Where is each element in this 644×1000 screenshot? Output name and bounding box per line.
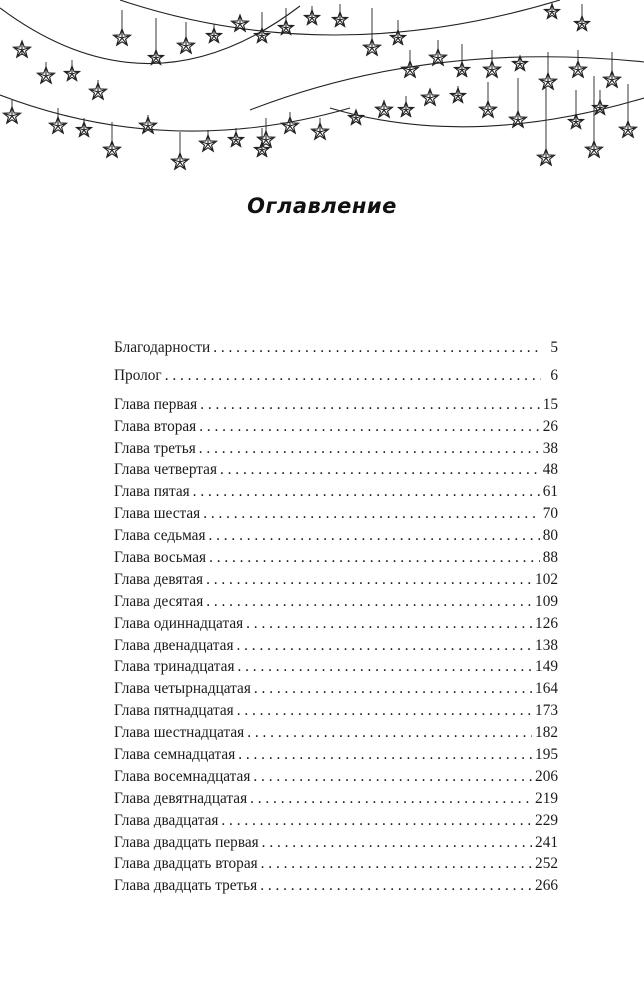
dot-leader bbox=[203, 503, 540, 525]
star-icon bbox=[454, 62, 469, 76]
star-icon bbox=[544, 4, 559, 18]
toc-entry-page: 195 bbox=[535, 746, 558, 764]
star-icon bbox=[574, 16, 589, 30]
toc-entry[interactable] bbox=[114, 766, 558, 788]
toc-entry[interactable] bbox=[114, 591, 558, 613]
star-icon bbox=[512, 56, 527, 70]
star-icon bbox=[3, 107, 20, 123]
star-icon bbox=[479, 101, 496, 117]
star-icon bbox=[603, 71, 620, 87]
star-garland-icon bbox=[0, 0, 644, 180]
star-icon bbox=[76, 122, 91, 136]
toc-entry-page: 102 bbox=[535, 570, 558, 588]
toc-entry-label: Глава пятнадцатая bbox=[114, 702, 234, 720]
star-icon bbox=[539, 73, 556, 89]
star-icon bbox=[537, 149, 554, 165]
star-icon bbox=[103, 141, 120, 157]
toc-entry[interactable] bbox=[114, 700, 558, 722]
toc-entry-label: Глава десятая bbox=[114, 592, 204, 610]
dot-leader bbox=[193, 481, 540, 503]
toc-entry-label: Глава двенадцатая bbox=[114, 636, 234, 654]
dot-leader bbox=[165, 365, 541, 387]
toc-entry[interactable] bbox=[114, 722, 558, 744]
toc-entry-label: Глава восьмая bbox=[114, 549, 207, 567]
toc-entry[interactable] bbox=[114, 416, 558, 438]
star-icon bbox=[177, 37, 194, 53]
toc-entry-page: 70 bbox=[542, 505, 558, 523]
toc-entry-label: Глава четырнадцатая bbox=[114, 680, 251, 698]
toc-entry-page: 241 bbox=[535, 833, 558, 851]
dot-leader bbox=[220, 459, 540, 481]
toc-entry-page: 109 bbox=[535, 592, 558, 610]
toc-entry[interactable] bbox=[114, 459, 558, 481]
star-icon bbox=[139, 117, 156, 133]
star-icon bbox=[228, 132, 243, 146]
dot-leader bbox=[247, 722, 532, 744]
toc-entry-page: 88 bbox=[542, 549, 558, 567]
toc-entry[interactable] bbox=[114, 394, 558, 416]
star-icon bbox=[89, 83, 106, 99]
toc-entry[interactable] bbox=[114, 788, 558, 810]
toc-entry-label: Глава девятнадцатая bbox=[114, 789, 248, 807]
star-icon bbox=[363, 39, 380, 55]
toc-entry-page: 5 bbox=[550, 339, 558, 356]
toc-entry-page: 182 bbox=[535, 724, 558, 742]
toc-entry-label: Глава седьмая bbox=[114, 527, 206, 545]
toc-entry[interactable] bbox=[114, 875, 558, 897]
toc-entry-label: Глава шестнадцатая bbox=[114, 724, 245, 742]
toc-entry-page: 206 bbox=[535, 767, 558, 785]
toc-entry-label: Глава первая bbox=[114, 395, 198, 413]
star-icon bbox=[398, 102, 413, 116]
toc-entry-page: 48 bbox=[542, 461, 558, 479]
star-icon bbox=[311, 123, 328, 139]
toc-entry-label: Глава двадцать вторая bbox=[114, 855, 258, 873]
star-icon bbox=[206, 28, 221, 42]
star-icon bbox=[148, 50, 163, 64]
toc-entry[interactable] bbox=[114, 810, 558, 832]
toc-entry-label: Глава двадцать третья bbox=[114, 877, 258, 895]
toc-entry[interactable] bbox=[114, 547, 558, 569]
dot-leader bbox=[200, 394, 539, 416]
star-icon bbox=[37, 67, 54, 83]
star-icon bbox=[171, 153, 188, 169]
toc-entry-label: Глава одиннадцатая bbox=[114, 614, 244, 632]
dot-leader bbox=[246, 613, 532, 635]
toc-entry-page: 149 bbox=[535, 658, 558, 676]
dot-leader bbox=[213, 337, 541, 359]
toc-entry[interactable] bbox=[114, 853, 558, 875]
toc-entry-label: Благодарности bbox=[114, 339, 211, 356]
toc-entry-page: 80 bbox=[542, 527, 558, 545]
dot-leader bbox=[206, 569, 532, 591]
toc-entry[interactable] bbox=[114, 569, 558, 591]
star-icon bbox=[401, 61, 418, 77]
star-icon bbox=[569, 61, 586, 77]
dot-leader bbox=[260, 875, 532, 897]
dot-leader bbox=[253, 766, 532, 788]
dot-leader bbox=[206, 591, 532, 613]
star-icon bbox=[332, 12, 347, 26]
dot-leader bbox=[238, 744, 532, 766]
toc-entry-label: Глава девятая bbox=[114, 570, 204, 588]
toc-entry-page: 26 bbox=[542, 417, 558, 435]
toc-entry[interactable] bbox=[114, 613, 558, 635]
star-icon bbox=[257, 131, 274, 147]
toc-entry[interactable] bbox=[114, 832, 558, 854]
toc-entry-label: Глава третья bbox=[114, 439, 196, 457]
star-icon bbox=[375, 101, 392, 117]
toc-entry-page: 38 bbox=[542, 439, 558, 457]
toc-entry[interactable] bbox=[114, 481, 558, 503]
toc-entry[interactable] bbox=[114, 525, 558, 547]
dot-leader bbox=[262, 832, 532, 854]
toc-entry-page: 6 bbox=[550, 367, 558, 385]
toc-entry-page: 164 bbox=[535, 680, 558, 698]
dot-leader bbox=[199, 438, 540, 460]
star-icon bbox=[483, 61, 500, 77]
toc-entry-label: Глава двадцатая bbox=[114, 811, 219, 829]
dot-leader bbox=[261, 853, 532, 875]
toc-entry-label: Глава тринадцатая bbox=[114, 658, 235, 676]
dot-leader bbox=[250, 788, 532, 810]
dot-leader bbox=[199, 416, 540, 438]
toc-entry-page: 15 bbox=[542, 395, 558, 413]
dot-leader bbox=[254, 678, 532, 700]
toc-entry[interactable] bbox=[114, 635, 558, 657]
star-icon bbox=[592, 100, 607, 114]
toc-entry-label: Глава четвертая bbox=[114, 461, 217, 479]
toc-entry-label: Глава восемнадцатая bbox=[114, 767, 251, 785]
star-icon bbox=[348, 110, 363, 124]
toc-entry-page: 266 bbox=[535, 877, 558, 895]
star-icon bbox=[113, 29, 130, 45]
toc-entry[interactable] bbox=[114, 678, 558, 700]
table-of-contents bbox=[114, 337, 558, 897]
toc-entry[interactable] bbox=[114, 744, 558, 766]
toc-entry-page: 252 bbox=[535, 855, 558, 873]
dot-leader bbox=[238, 656, 533, 678]
toc-entry-label: Пролог bbox=[114, 367, 162, 385]
toc-entry-label: Глава вторая bbox=[114, 417, 197, 435]
toc-entry-label: Глава шестая bbox=[114, 505, 201, 523]
star-icon bbox=[304, 10, 319, 24]
toc-entry[interactable] bbox=[114, 438, 558, 460]
toc-entry-label: Глава двадцать первая bbox=[114, 833, 259, 851]
toc-entry-page: 229 bbox=[535, 811, 558, 829]
toc-entry[interactable] bbox=[114, 656, 558, 678]
dot-leader bbox=[209, 547, 540, 569]
toc-entry[interactable] bbox=[114, 337, 558, 359]
star-icon bbox=[619, 121, 636, 137]
star-icon bbox=[64, 66, 79, 80]
toc-entry-page: 173 bbox=[535, 702, 558, 720]
star-icon bbox=[281, 117, 298, 133]
toc-entry-label: Глава семнадцатая bbox=[114, 746, 236, 764]
star-icon bbox=[49, 117, 66, 133]
dot-leader bbox=[237, 635, 533, 657]
toc-entry-page: 61 bbox=[542, 483, 558, 501]
toc-entry-page: 219 bbox=[535, 789, 558, 807]
dot-leader bbox=[208, 525, 539, 547]
toc-entry-label: Глава пятая bbox=[114, 483, 190, 501]
dot-leader bbox=[237, 700, 532, 722]
toc-entry[interactable] bbox=[114, 365, 558, 387]
toc-entry-page: 138 bbox=[535, 636, 558, 654]
page-title: Оглавление bbox=[247, 194, 397, 218]
star-icon bbox=[199, 135, 216, 151]
dot-leader bbox=[221, 810, 532, 832]
star-icon bbox=[421, 89, 438, 105]
toc-entry-page: 126 bbox=[535, 614, 558, 632]
star-icon bbox=[450, 88, 465, 102]
toc-entry[interactable] bbox=[114, 503, 558, 525]
star-icon bbox=[585, 141, 602, 157]
